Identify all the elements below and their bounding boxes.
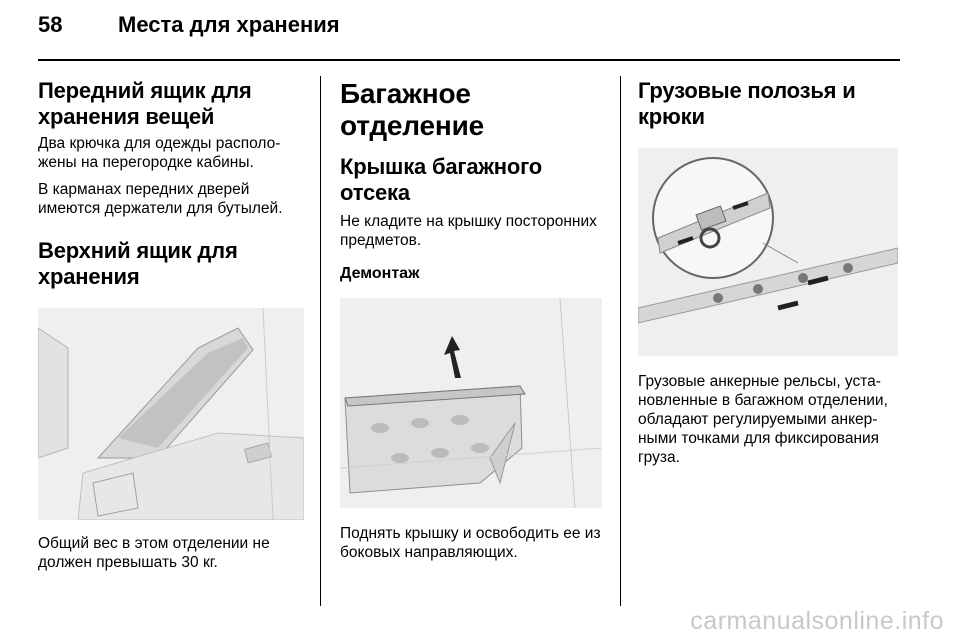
column-middle	[340, 78, 610, 562]
column-divider-1	[320, 76, 321, 606]
caption-cover-removal: Поднять крышку и освободить ее из боковых направляющих.	[340, 525, 601, 561]
caption-cargo-rails: Грузовые анкерные рельсы, уста-новленные в багажном отделении, обладают регулируемыми анкер-ными точками для фиксирования груза.	[638, 373, 888, 466]
page-number: 58	[38, 12, 63, 37]
column-divider-2	[620, 76, 621, 606]
cover-removal-illustration	[340, 298, 602, 508]
upper-storage-illustration	[38, 308, 304, 520]
cargo-rails-drawing	[638, 148, 898, 356]
column-left	[38, 78, 306, 572]
upper-storage-drawing	[38, 308, 304, 520]
section-heading-cargo-rails: Грузовые полозья и крюки	[638, 78, 856, 129]
paragraph-hooks: Два крючка для одежды располо-жены на перегородке кабины.	[38, 135, 281, 171]
header-rule	[38, 59, 900, 61]
cargo-rails-illustration	[638, 148, 898, 356]
page-header	[38, 12, 340, 44]
subheading-cover: Крышка багажного отсека	[340, 154, 543, 205]
section-heading-front-box: Передний ящик для хранения вещей	[38, 78, 252, 129]
caption-upper-box: Общий вес в этом отделении не должен превышать 30 кг.	[38, 535, 270, 571]
cover-removal-drawing	[340, 298, 602, 508]
subheading-removal: Демонтаж	[340, 265, 420, 282]
section-heading-luggage: Багажное отделение	[340, 78, 484, 141]
column-right	[622, 78, 902, 467]
section-heading-upper-box: Верхний ящик для хранения	[38, 238, 238, 289]
watermark: carmanualsonline.info	[690, 607, 944, 635]
paragraph-cover-warning: Не кладите на крышку посторонних предметов.	[340, 213, 597, 249]
page-title: Места для хранения	[118, 12, 340, 37]
paragraph-bottle-holders: В карманах передних дверей имеются держатели для бутылей.	[38, 181, 283, 217]
